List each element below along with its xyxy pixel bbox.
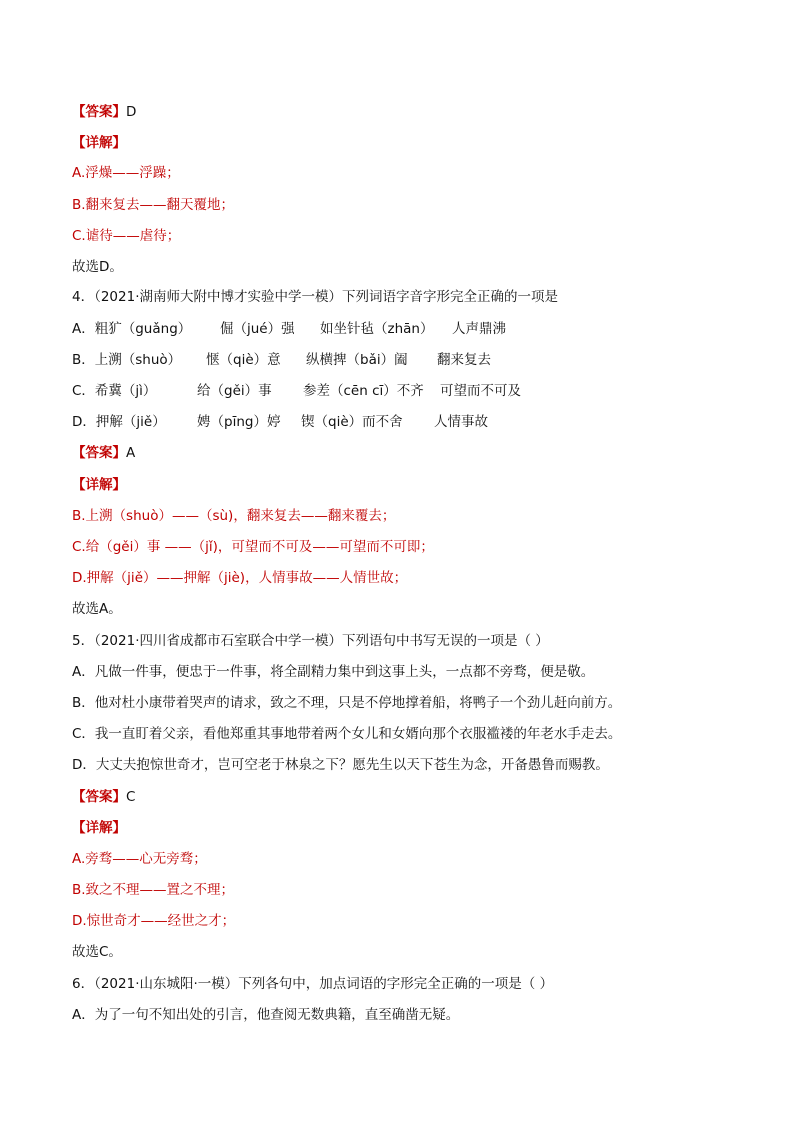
q4-c-1: C．希冀（jì） — [72, 383, 157, 399]
q5-conclusion: 故选C。 — [72, 944, 122, 960]
q4-d-1: D．押解（jiě） — [72, 414, 166, 430]
q4-d-4: 人情事故 — [434, 414, 488, 430]
q4-c-2: 给（gěi）事 — [197, 383, 272, 399]
q5-option-d: D．大丈夫抱惊世奇才，岂可空老于林泉之下？愿先生以天下苍生为念，开备愚鲁而赐教。 — [72, 757, 609, 773]
q4-a-4: 人声鼎沸 — [452, 321, 506, 337]
answer-value: A — [126, 445, 136, 461]
answer-value: C — [126, 789, 136, 805]
q5-detail-d: D.惊世奇才——经世之才； — [72, 913, 236, 929]
q3-detail-label: 【详解】 — [72, 135, 126, 151]
q4-d-2: 娉（pīng）婷 — [197, 414, 281, 430]
q4-c-3: 参差（cēn cī）不齐 — [303, 383, 424, 399]
q3-detail-b: B.翻来复去——翻天覆地； — [72, 197, 235, 213]
q6-option-a: A．为了一句不知出处的引言，他查阅无数典籍，直至确凿无疑。 — [72, 1007, 460, 1023]
q4-detail-c: C.给（gěi）事 ——（jǐ)，可望而不可及——可望而不可即； — [72, 539, 434, 555]
q5-detail-label: 【详解】 — [72, 820, 126, 836]
q4-a-3: 如坐针毡（zhān） — [320, 321, 434, 337]
answer-label: 【答案】 — [72, 445, 126, 461]
q4-a-1: A．粗犷（guǎng） — [72, 321, 192, 337]
q5-detail-a: A.旁骛——心无旁骛； — [72, 851, 207, 867]
q4-option-d — [72, 413, 488, 431]
q3-answer — [72, 103, 136, 121]
answer-value: D — [126, 104, 137, 120]
q5-answer — [72, 788, 135, 806]
q4-d-3: 锲（qiè）而不舍 — [301, 414, 403, 430]
q4-detail-label: 【详解】 — [72, 477, 126, 493]
q3-detail-c: C.谑待——虐待； — [72, 228, 181, 244]
q5-option-b: B．他对杜小康带着哭声的请求，致之不理，只是不停地撑着船，将鸭子一个劲儿赶向前方。 — [72, 695, 622, 711]
q3-conclusion: 故选D。 — [72, 259, 123, 275]
q4-option-c — [72, 382, 521, 400]
q4-stem: 4．（2021·湖南师大附中博才实验中学一模）下列词语字音字形完全正确的一项是 — [72, 289, 558, 305]
q4-a-2: 倔（jué）强 — [220, 321, 295, 337]
q5-stem: 5．（2021·四川省成都市石室联合中学一模）下列语句中书写无误的一项是（ ） — [72, 633, 549, 649]
q4-c-4: 可望而不可及 — [440, 383, 521, 399]
q4-b-3: 纵横捭（bǎi）阖 — [306, 352, 408, 368]
q4-b-1: B．上溯（shuò） — [72, 352, 182, 368]
q5-detail-b: B.致之不理——置之不理； — [72, 882, 235, 898]
q4-answer — [72, 444, 135, 462]
q4-detail-d: D.押解（jiě）——押解（jiè)，人情事故——人情世故； — [72, 570, 408, 586]
q6-stem: 6．（2021·山东城阳·一模）下列各句中，加点词语的字形完全正确的一项是（ ） — [72, 976, 554, 992]
q4-b-2: 惬（qiè）意 — [206, 352, 281, 368]
q4-option-a — [72, 320, 506, 338]
q4-conclusion: 故选A。 — [72, 601, 122, 617]
answer-label: 【答案】 — [72, 104, 126, 120]
q3-detail-a: A.浮燥——浮躁； — [72, 165, 180, 181]
answer-label: 【答案】 — [72, 789, 126, 805]
q4-detail-b: B.上溯（shuò）——（sù)，翻来复去——翻来覆去； — [72, 508, 396, 524]
q5-option-a: A．凡做一件事，便忠于一件事，将全副精力集中到这事上头，一点都不旁骛，便是敬。 — [72, 664, 595, 680]
q4-option-b — [72, 351, 491, 369]
q5-option-c: C．我一直盯着父亲，看他郑重其事地带着两个女儿和女婿向那个衣服褴褛的年老水手走去。 — [72, 726, 622, 742]
q4-b-4: 翻来复去 — [437, 352, 491, 368]
